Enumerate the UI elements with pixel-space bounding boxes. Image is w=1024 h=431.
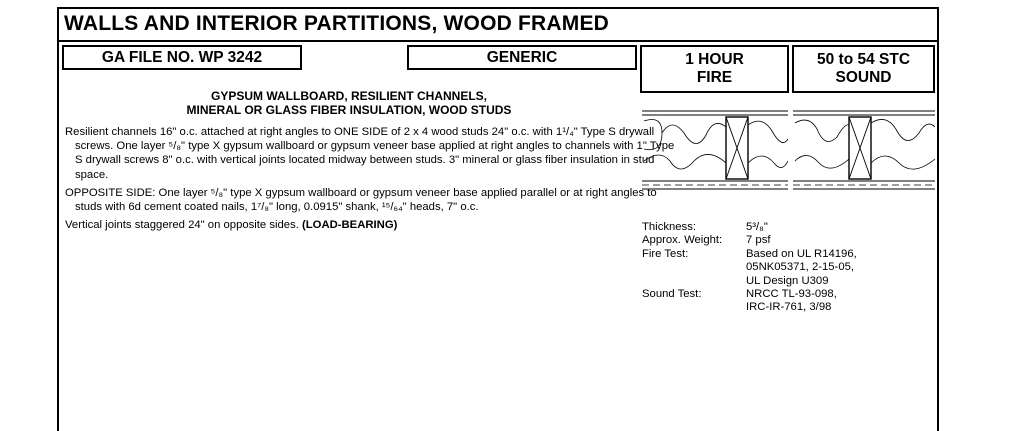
description-paragraph-3 — [65, 218, 675, 232]
assembly-sheet — [57, 7, 939, 431]
assembly-description — [65, 125, 675, 236]
fire-test-value — [746, 248, 857, 288]
sound-rating-line1: 50 to 54 STC — [816, 51, 911, 68]
fire-test-line2: 05NK05371, 2-15-05, — [746, 261, 855, 274]
sound-rating-line2: SOUND — [835, 69, 892, 86]
fire-rating-line1: 1 HOUR — [685, 51, 744, 68]
description-paragraph-3-text: Vertical joints staggered 24" on opposite sides. — [65, 219, 302, 232]
thickness-label: Thickness: — [642, 221, 696, 233]
fire-test-line1: Based on UL R14196, — [746, 247, 857, 260]
weight-label: Approx. Weight: — [642, 234, 723, 247]
fire-rating-line2: FIRE — [696, 69, 733, 86]
weight-value: 7 psf — [746, 234, 771, 247]
sound-test-line2: IRC-IR-761, 3/98 — [746, 301, 832, 314]
title-bar — [59, 9, 937, 42]
wall-section-diagram-left — [642, 105, 788, 195]
sound-test-label: Sound Test: — [642, 288, 702, 301]
load-bearing-label: (LOAD-BEARING) — [302, 219, 398, 232]
sound-rating-box — [792, 45, 935, 93]
fire-test-row — [642, 248, 857, 288]
subtitle-line1: GYPSUM WALLBOARD, RESILIENT CHANNELS, — [210, 89, 487, 103]
sound-test-value — [746, 288, 837, 315]
wall-section-diagram-right — [793, 105, 935, 195]
test-properties — [642, 221, 857, 315]
description-paragraph-1: Resilient channels 16" o.c. attached at right angles to ONE SIDE of 2 x 4 wood studs 24" o.c. with 1¹/₄" Type S drywall screws. One layer ⁵/₈" type X gypsum wallboard or gypsum veneer base applied at right angles to channels with 1" Type S drywall screws 8" o.c. with vertical joints located midway between studs. 3" mineral or glass fiber insulation in stud space. — [65, 126, 675, 181]
weight-row — [642, 234, 857, 247]
sound-test-line1: NRCC TL-93-098, — [746, 288, 837, 301]
description-paragraph-2: OPPOSITE SIDE: One layer ⁵/₈" type X gypsum wallboard or gypsum veneer base applied parallel or at right angles to studs with 6d cement coated nails, 1⁷/₈" long, 0.0915" shank, ¹⁵/₆₄" heads, 7" o.c. — [65, 186, 657, 214]
thickness-value: 5³/₈" — [746, 221, 768, 233]
category-label: GENERIC — [486, 49, 558, 66]
thickness-row — [642, 221, 857, 234]
sound-test-row — [642, 288, 857, 315]
subtitle-line2: MINERAL OR GLASS FIBER INSULATION, WOOD STUDS — [186, 103, 512, 117]
fire-test-line3: UL Design U309 — [746, 274, 829, 287]
assembly-subtitle — [59, 89, 639, 117]
page-title: WALLS AND INTERIOR PARTITIONS, WOOD FRAMED — [64, 12, 610, 35]
ga-file-box — [62, 45, 302, 70]
fire-test-label: Fire Test: — [642, 247, 689, 260]
fire-rating-box — [640, 45, 789, 93]
category-box — [407, 45, 637, 70]
ga-file-number: GA FILE NO. WP 3242 — [101, 49, 263, 66]
